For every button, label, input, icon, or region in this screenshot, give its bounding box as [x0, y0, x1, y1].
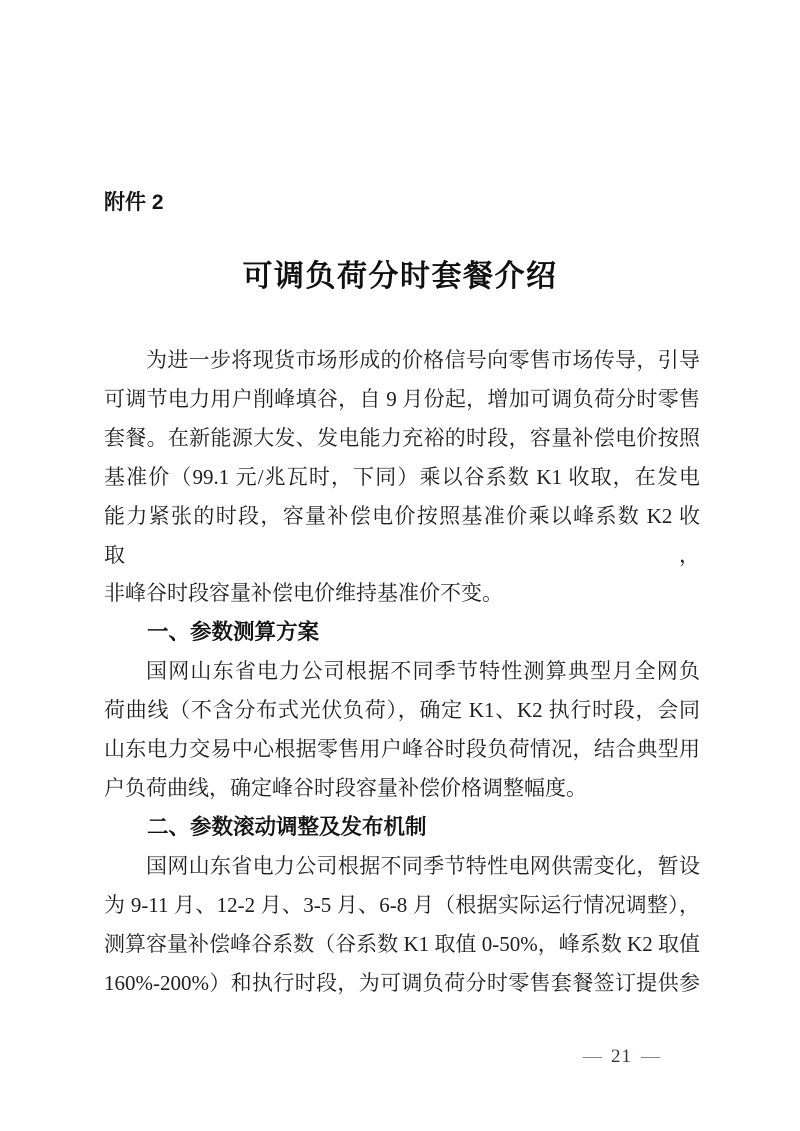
paragraph-line: 国网山东省电力公司根据不同季节特性电网供需变化，暂设: [146, 853, 700, 878]
attachment-label: 附件 2: [104, 191, 164, 214]
paragraph-line: 测算容量补偿峰谷系数（谷系数 K1 取值 0-50%，峰系数 K2 取值: [104, 931, 700, 956]
page-title: 可调负荷分时套餐介绍: [242, 260, 558, 293]
paragraph-line: 能力紧张的时段，容量补偿电价按照基准价乘以峰系数 K2 收取，: [104, 503, 700, 567]
document-body: [104, 341, 700, 1002]
paragraph-line: 可调节电力用户削峰填谷，自 9 月份起，增加可调负荷分时零售: [104, 386, 700, 411]
paragraph-line: 为进一步将现货市场形成的价格信号向零售市场传导，引导: [146, 348, 700, 372]
page-number-value: 21: [611, 1046, 632, 1067]
paragraph-line: 套餐。在新能源大发、发电能力充裕的时段，容量补偿电价按照: [104, 425, 700, 450]
paragraph-line: 户负荷曲线，确定峰谷时段容量补偿价格调整幅度。: [104, 775, 587, 800]
paragraph-line: 非峰谷时段容量补偿电价维持基准价不变。: [104, 581, 503, 606]
paragraph-line: 基准价（99.1 元/兆瓦时，下同）乘以谷系数 K1 收取，在发电: [104, 464, 700, 489]
paragraph-line: 国网山东省电力公司根据不同季节特性测算典型月全网负: [146, 659, 700, 684]
paragraph-line: 为 9-11 月、12-2 月、3-5 月、6-8 月（根据实际运行情况调整），: [104, 892, 700, 917]
page-number-dash-left: —: [583, 1046, 602, 1067]
paragraph-line: 荷曲线（不含分布式光伏负荷），确定 K1、K2 执行时段，会同: [104, 698, 700, 723]
paragraph-line: 山东电力交易中心根据零售用户峰谷时段负荷情况，结合典型用: [104, 737, 700, 762]
section-heading-1: 一、参数测算方案: [147, 620, 320, 645]
paragraph-line: 160%-200%）和执行时段，为可调负荷分时零售套餐签订提供参: [104, 970, 700, 995]
section-heading-2: 二、参数滚动调整及发布机制: [147, 814, 427, 839]
page-number-dash-right: —: [641, 1046, 660, 1067]
page-number: [574, 1046, 669, 1068]
